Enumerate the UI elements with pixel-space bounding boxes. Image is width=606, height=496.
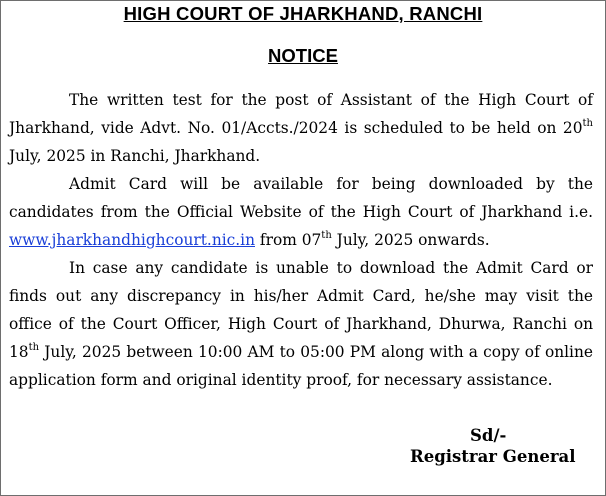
paragraph-admit-card (9, 170, 593, 254)
para3-text-b: July, 2025 between 10:00 AM to 05:00 PM along with a copy of online application form and original identity proof, for necessary assistance. (9, 343, 593, 389)
para2-text-c: July, 2025 onwards. (331, 231, 490, 249)
court-title: HIGH COURT OF JHARKHAND, RANCHI (123, 3, 483, 24)
para1-ordinal: th (582, 117, 593, 129)
paragraph-exam-schedule (9, 86, 593, 170)
notice-heading: NOTICE (268, 45, 338, 66)
signatory-designation: Registrar General (410, 447, 576, 466)
para3-text-a: In case any candidate is unable to download the Admit Card or finds out any discrepancy in his/her Admit Card, he/she may visit the office of the Court Officer, High Court of Jharkhand, Dhurwa, Ranchi on 18 (9, 259, 593, 361)
para3-ordinal: th (28, 341, 40, 353)
paragraph-discrepancy (9, 254, 593, 394)
signature-sd: Sd/- (470, 426, 507, 445)
para1-text-a: The written test for the post of Assistant of the High Court of Jharkhand, vide Advt. No. 01/Accts./2024 is scheduled to be held on 20 (9, 91, 593, 137)
para2-ordinal: th (321, 229, 332, 241)
para1-text-b: July, 2025 in Ranchi, Jharkhand. (9, 147, 261, 165)
para2-text-a: Admit Card will be available for being downloaded by the candidates from the Official Website of the High Court of Jharkhand i.e. (9, 175, 593, 221)
para2-text-b: from 07 (255, 231, 322, 249)
website-link[interactable]: www.jharkhandhighcourt.nic.in (9, 231, 255, 249)
